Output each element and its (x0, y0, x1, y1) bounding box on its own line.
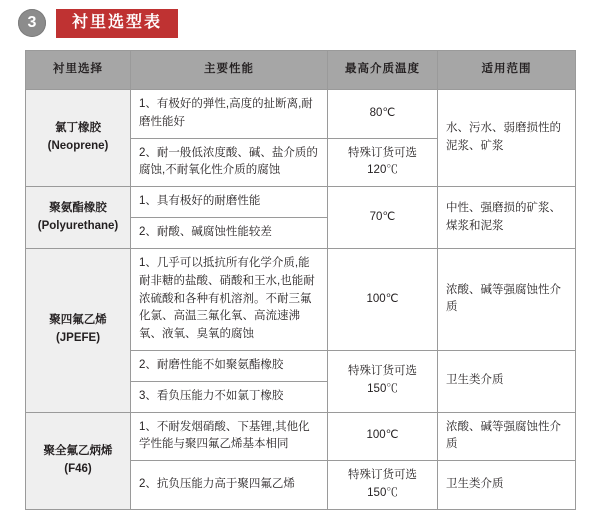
lining-name-en: (Neoprene) (47, 140, 109, 153)
scope-cell: 浓酸、碱等强腐蚀性介质 (438, 248, 576, 350)
page-title: 衬里选型表 (56, 9, 178, 38)
performance-cell: 2、耐一般低浓度酸、碱、盐介质的腐蚀,不耐氧化性介质的腐蚀 (131, 138, 328, 187)
performance-cell: 1、不耐发烟硝酸、下基锂,其他化学性能与聚四氟乙烯基本相同 (131, 412, 328, 461)
table-row (26, 187, 576, 218)
lining-name-cn: 氯丁橡胶 (55, 122, 101, 135)
performance-cell: 1、具有极好的耐磨性能 (131, 187, 328, 218)
lining-selection-table (25, 50, 576, 510)
performance-cell: 1、有极好的弹性,高度的扯断离,耐磨性能好 (131, 90, 328, 139)
lining-name-cn: 聚全氟乙炳烯 (43, 444, 113, 457)
lining-name-en: (F46) (64, 462, 92, 475)
lining-name-en: (JPEFE) (55, 332, 101, 345)
table-header-row (26, 51, 576, 90)
page-title-row (18, 8, 178, 38)
column-header-performance: 主要性能 (131, 51, 328, 90)
performance-cell: 2、耐磨性能不如聚氨酯橡胶 (131, 350, 328, 381)
lining-cell-polyurethane (26, 187, 131, 249)
column-header-lining: 衬里选择 (26, 51, 131, 90)
column-header-max-temp: 最高介质温度 (328, 51, 438, 90)
scope-cell: 中性、强磨损的矿浆、煤浆和泥浆 (438, 187, 576, 249)
lining-selection-table-wrapper (25, 50, 575, 510)
table-row (26, 248, 576, 350)
performance-cell: 1、几乎可以抵抗所有化学介质,能耐非糖的盐酸、硝酸和王水,也能耐浓硫酸和各种有机溶剂。不耐三氟化氯、高温三氟化氧、高流速沸氧、液氧、臭氧的腐蚀 (131, 248, 328, 350)
temperature-cell: 100℃ (328, 248, 438, 350)
temperature-cell: 特殊订货可选150℃ (328, 350, 438, 412)
performance-cell: 2、耐酸、碱腐蚀性能较差 (131, 218, 328, 249)
lining-cell-neoprene (26, 90, 131, 187)
lining-cell-ptfe (26, 248, 131, 412)
performance-cell: 2、抗负压能力高于聚四氟乙烯 (131, 461, 328, 510)
scope-cell: 卫生类介质 (438, 461, 576, 510)
temperature-cell: 70℃ (328, 187, 438, 249)
scope-cell: 卫生类介质 (438, 350, 576, 412)
lining-name-cn: 聚四氟乙烯 (49, 314, 107, 327)
temperature-cell: 100℃ (328, 412, 438, 461)
scope-cell: 水、污水、弱磨损性的泥浆、矿浆 (438, 90, 576, 187)
section-number-badge: 3 (18, 9, 46, 37)
lining-cell-f46 (26, 412, 131, 509)
lining-name-cn: 聚氨酯橡胶 (49, 201, 107, 214)
scope-cell: 浓酸、碱等强腐蚀性介质 (438, 412, 576, 461)
performance-cell: 3、看负压能力不如氯丁橡胶 (131, 381, 328, 412)
table-row (26, 90, 576, 139)
temperature-cell: 特殊订货可选150℃ (328, 461, 438, 510)
column-header-scope: 适用范围 (438, 51, 576, 90)
temperature-cell: 特殊订货可选120℃ (328, 138, 438, 187)
temperature-cell: 80℃ (328, 90, 438, 139)
table-row (26, 412, 576, 461)
lining-name-en: (Polyurethane) (37, 219, 119, 232)
